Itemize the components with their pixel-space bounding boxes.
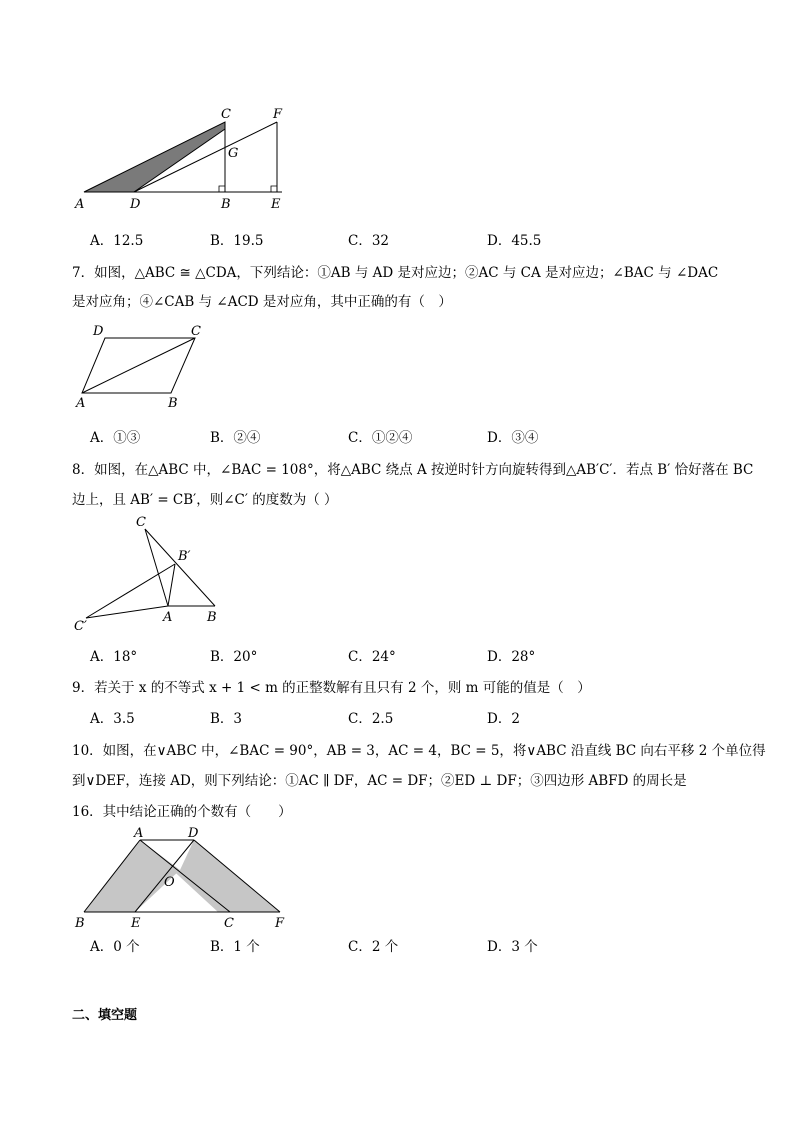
section-title-fill-in: 二、填空题 (72, 1008, 138, 1023)
label-a: A (75, 197, 85, 212)
q9-options (0, 707, 794, 727)
q6-option-a[interactable]: A．12.5 (90, 233, 144, 249)
q8-label-a: A (163, 610, 173, 625)
q7-label-a: A (76, 396, 86, 411)
q8-option-d[interactable]: D．28° (487, 649, 536, 665)
q10-label-c: C (224, 916, 234, 931)
q10-label-d: D (188, 826, 199, 841)
q7-option-a[interactable]: A．①③ (90, 430, 141, 446)
q8-option-c[interactable]: C．24° (348, 649, 396, 665)
q7-stem-line2: 是对应角；④∠CAB 与 ∠ACD 是对应角，其中正确的有（ ） (72, 294, 452, 310)
q9-stem-line1: 9．若关于 x 的不等式 x + 1 < m 的正整数解有且只有 2 个，则 m 可能的值是（ ） (72, 680, 591, 696)
q6-option-c[interactable]: C．32 (348, 233, 390, 249)
q10-label-b: B (75, 916, 85, 931)
q7-option-c[interactable]: C．①②④ (348, 430, 413, 446)
q8-label-b-prime: B′ (178, 549, 191, 564)
q8-option-a[interactable]: A．18° (90, 649, 138, 665)
figure-q7 (70, 320, 220, 412)
q7-option-b[interactable]: B．②④ (210, 430, 261, 446)
q7-label-b: B (168, 396, 178, 411)
q9-option-b[interactable]: B．3 (210, 711, 243, 727)
q10-option-d[interactable]: D．3 个 (487, 939, 538, 955)
q9-option-d[interactable]: D．2 (487, 711, 520, 727)
q6-option-d[interactable]: D．45.5 (487, 233, 542, 249)
q7-label-d: D (93, 324, 104, 339)
q10-option-b[interactable]: B．1 个 (210, 939, 260, 955)
q7-label-c: C (191, 324, 201, 339)
label-e: E (271, 197, 281, 212)
q10-option-c[interactable]: C．2 个 (348, 939, 399, 955)
q10-label-a: A (134, 826, 144, 841)
q10-stem-line2: 到∨DEF，连接 AD，则下列结论：①AC ∥ DF，AC = DF；②ED ⊥ DF；③四边形 ABFD 的周长是 (72, 773, 687, 789)
label-g: G (228, 146, 239, 161)
label-c: C (221, 107, 231, 122)
q10-stem-line3: 16．其中结论正确的个数有（ ） (72, 804, 292, 820)
label-d: D (130, 197, 141, 212)
q8-label-c: C (136, 515, 146, 530)
q10-stem-line1: 10．如图，在∨ABC 中，∠BAC = 90°，AB = 3，AC = 4，BC = 5，将∨ABC 沿直线 BC 向右平移 2 个单位得 (72, 743, 766, 759)
q9-option-c[interactable]: C．2.5 (348, 711, 394, 727)
q8-stem-line1: 8．如图，在△ABC 中，∠BAC = 108°，将△ABC 绕点 A 按逆时针方向旋转得到△AB′C′．若点 B′ 恰好落在 BC (72, 462, 754, 478)
q9-option-a[interactable]: A．3.5 (90, 711, 135, 727)
q8-label-b: B (207, 610, 217, 625)
q10-label-f: F (275, 916, 285, 931)
q10-label-e: E (131, 916, 141, 931)
q8-options (0, 645, 794, 665)
q7-option-d[interactable]: D．③④ (487, 430, 539, 446)
figure-q6 (70, 100, 310, 212)
figure-q8 (70, 512, 230, 634)
figure-q10 (70, 820, 300, 932)
q7-options (0, 426, 794, 446)
label-f: F (273, 107, 283, 122)
q8-option-b[interactable]: B．20° (210, 649, 258, 665)
label-b: B (221, 197, 231, 212)
q8-stem-line2: 边上，且 AB′ = CB′，则∠C′ 的度数为（ ） (72, 492, 338, 508)
q10-label-o: O (164, 875, 175, 890)
q6-options (0, 229, 794, 249)
q8-label-c-prime: C′ (74, 619, 87, 634)
q7-stem-line1: 7．如图，△ABC ≅ △CDA，下列结论：①AB 与 AD 是对应边；②AC 与 CA 是对应边；∠BAC 与 ∠DAC (72, 265, 719, 281)
q10-options (0, 935, 794, 955)
q10-option-a[interactable]: A．0 个 (90, 939, 140, 955)
q6-option-b[interactable]: B．19.5 (210, 233, 264, 249)
